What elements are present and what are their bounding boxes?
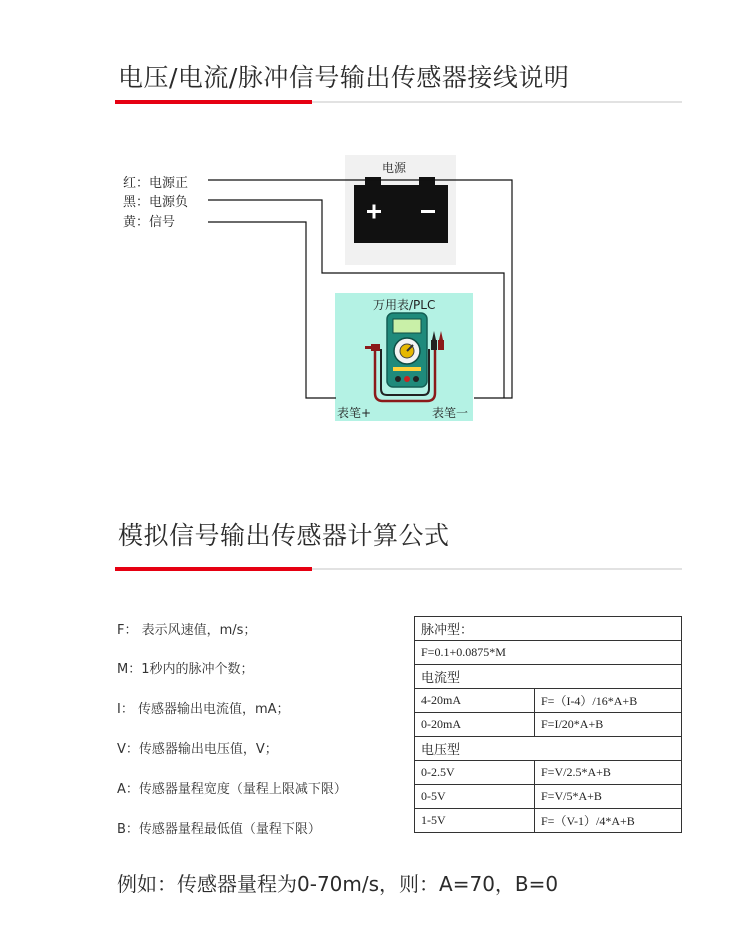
definition-b: B：传感器量程最低值（量程下限） [117, 822, 321, 837]
wire-label-black: 黑：电源负 [123, 195, 189, 210]
meter-label: 万用表/PLC [373, 298, 436, 312]
voltage-header: 电压型 [415, 737, 682, 761]
table-row [415, 737, 682, 761]
pulse-formula: F=0.1+0.0875*M [415, 641, 682, 665]
table-row [415, 689, 682, 713]
wire-label-yellow: 黄：信号 [123, 215, 176, 230]
pulse-header: 脉冲型： [415, 617, 682, 641]
wire-label-red: 红：电源正 [123, 176, 189, 191]
probe-plus-label: 表笔+ [337, 406, 372, 420]
section2-title: 模拟信号输出传感器计算公式 [118, 521, 450, 550]
wire-black [208, 200, 504, 398]
section1-title: 电压/电流/脉冲信号输出传感器接线说明 [118, 63, 570, 92]
current-range-cell: 4-20mA [415, 689, 535, 713]
definition-i: I： 传感器输出电流值，mA； [117, 702, 290, 717]
table-row [415, 785, 682, 809]
definition-a: A：传感器量程宽度（量程上限减下限） [117, 782, 347, 797]
current-range-cell: 0-20mA [415, 713, 535, 737]
voltage-range-cell: 0-2.5V [415, 761, 535, 785]
table-row [415, 809, 682, 833]
formula-table [414, 616, 682, 833]
table-row [415, 665, 682, 689]
voltage-formula-cell: F=（V-1）/4*A+B [535, 809, 682, 833]
definition-v: V：传感器输出电压值，V； [117, 742, 278, 757]
current-header: 电流型 [415, 665, 682, 689]
table-row [415, 713, 682, 737]
probe-minus-label: 表笔一 [432, 406, 469, 420]
definition-m: M：1秒内的脉冲个数； [117, 662, 254, 677]
voltage-range-cell: 0-5V [415, 785, 535, 809]
wire-red [208, 180, 512, 398]
voltage-range-cell: 1-5V [415, 809, 535, 833]
table-row [415, 641, 682, 665]
current-formula-cell: F=（I-4）/16*A+B [535, 689, 682, 713]
section2-accent-bar [115, 567, 312, 571]
voltage-formula-cell: F=V/2.5*A+B [535, 761, 682, 785]
example-text: 例如：传感器量程为0-70m/s，则：A=70，B=0 [117, 872, 559, 896]
voltage-formula-cell: F=V/5*A+B [535, 785, 682, 809]
table-row [415, 617, 682, 641]
power-supply-label: 电源 [382, 161, 407, 175]
definition-f: F： 表示风速值，m/s； [117, 623, 257, 638]
table-row [415, 761, 682, 785]
current-formula-cell: F=I/20*A+B [535, 713, 682, 737]
wire-yellow [208, 222, 336, 398]
